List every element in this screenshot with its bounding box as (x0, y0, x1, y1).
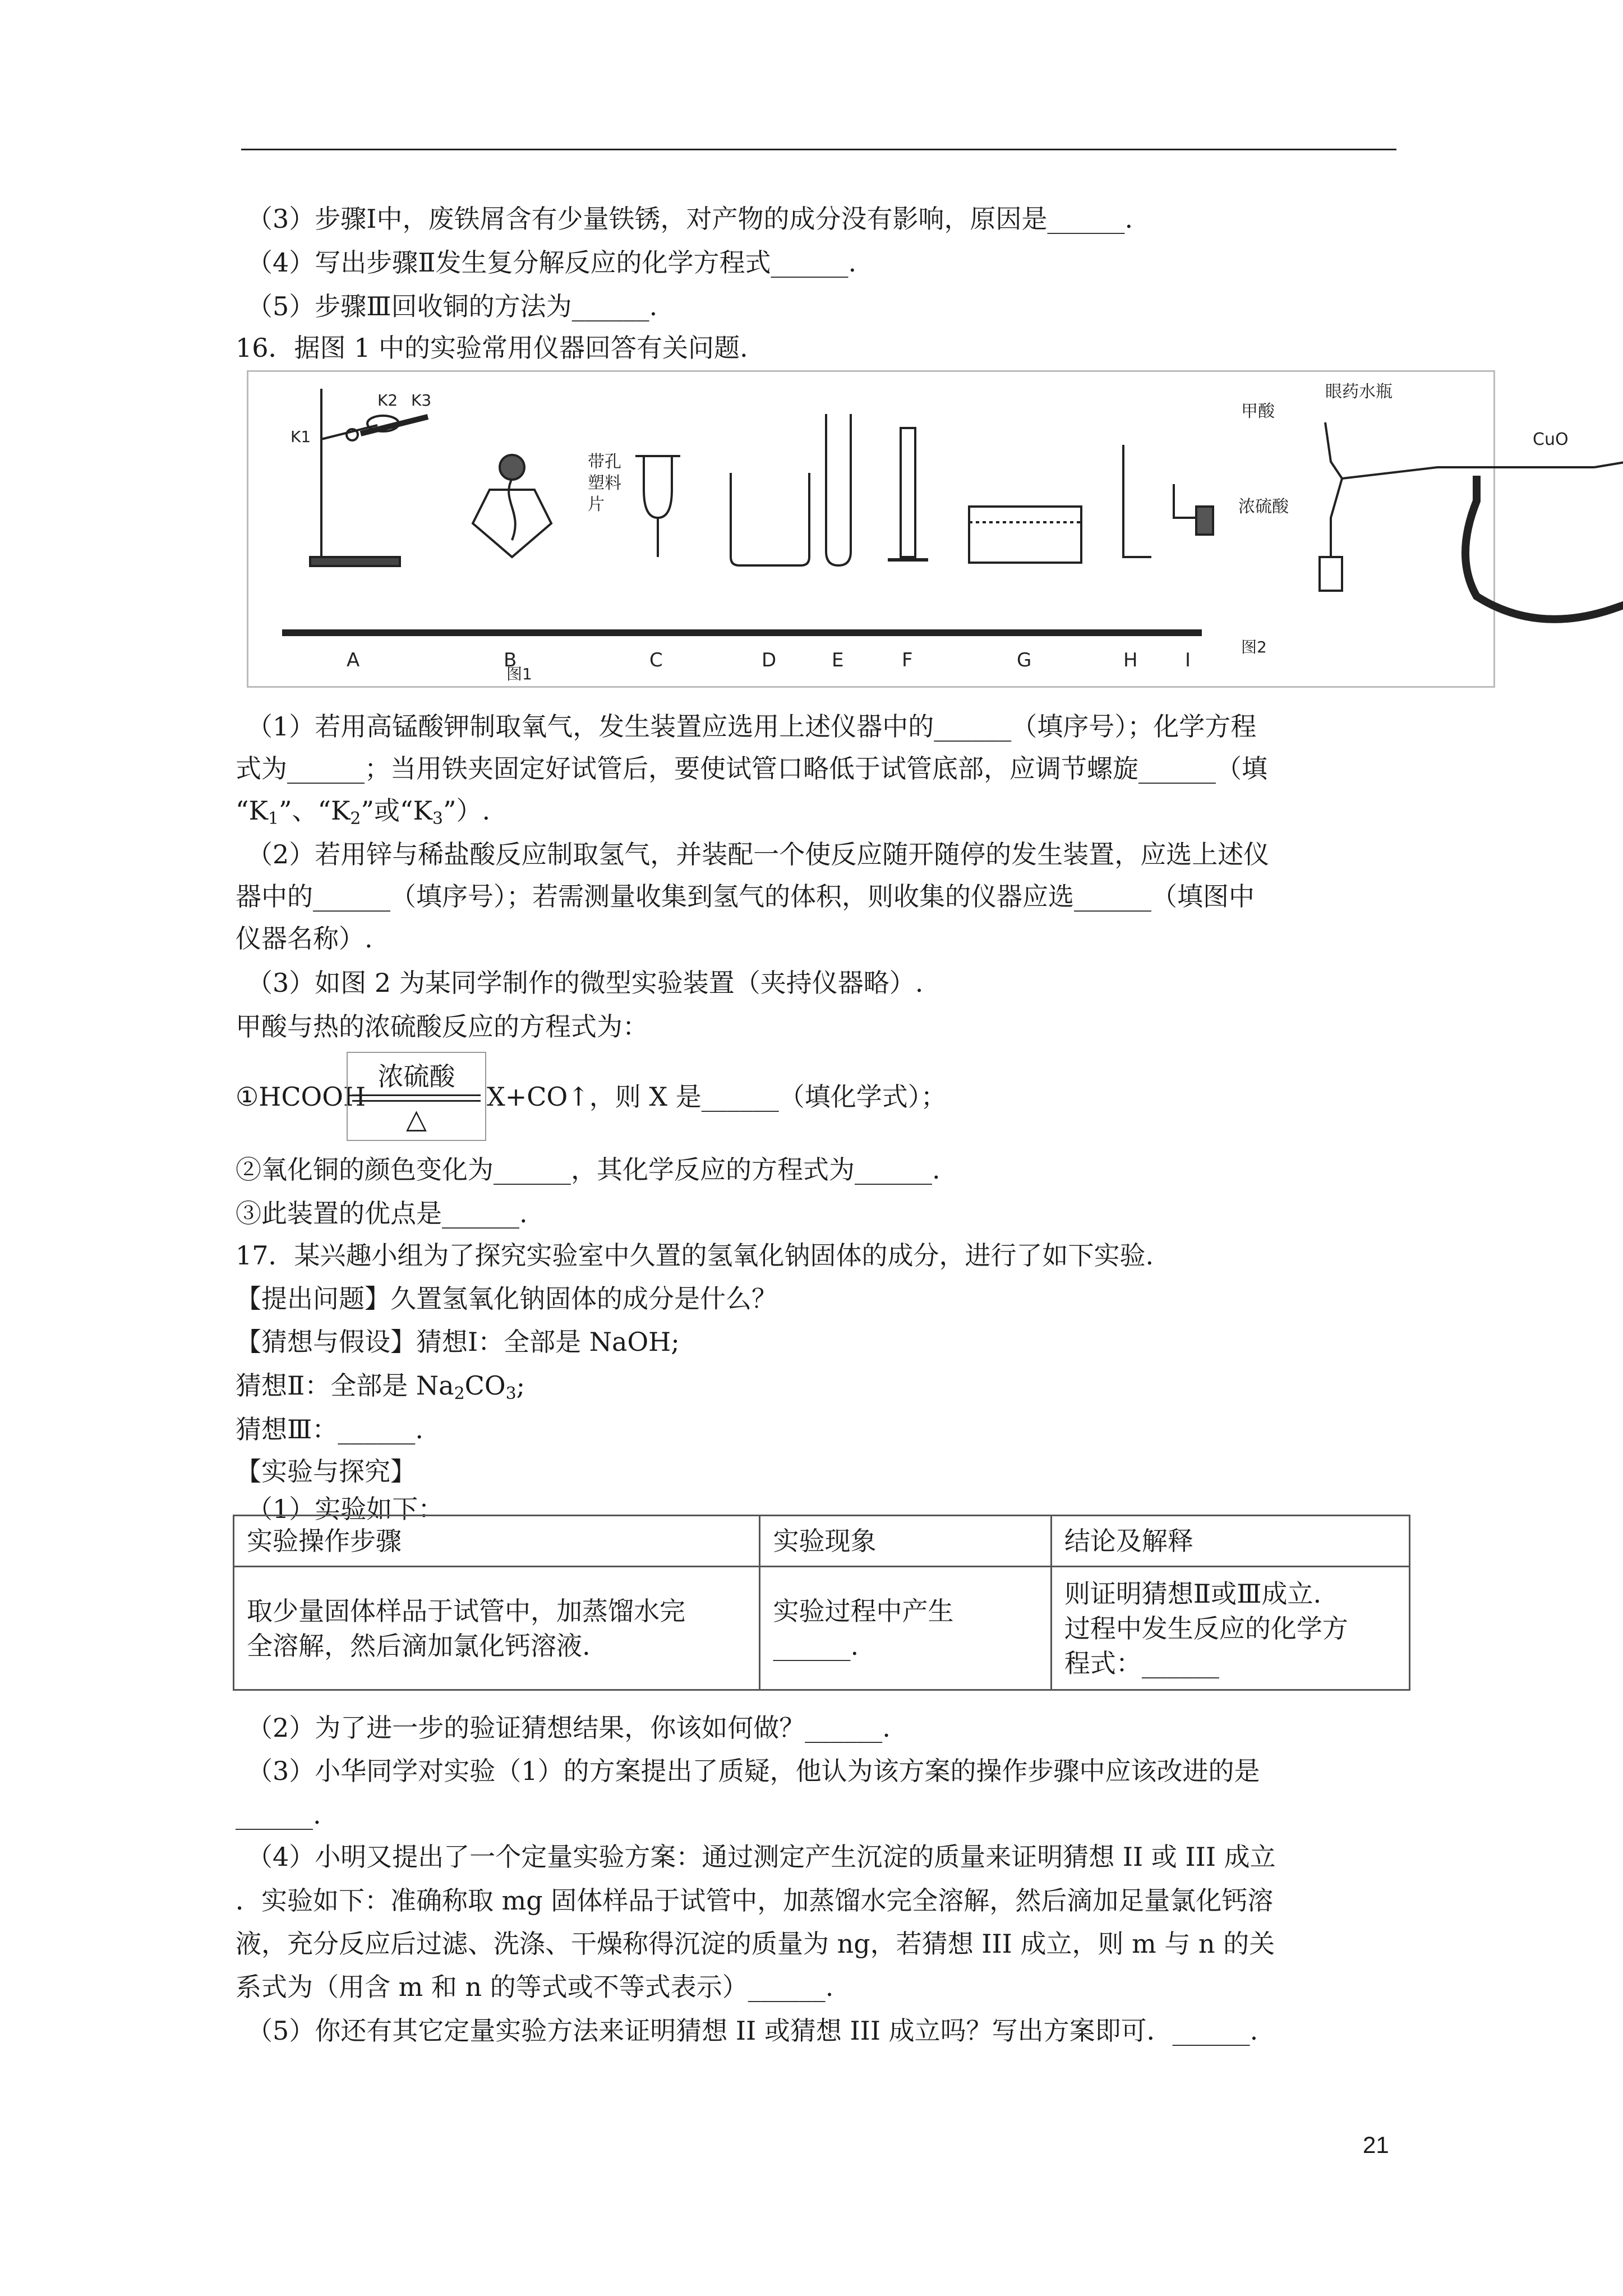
header-rule (241, 149, 1396, 150)
q17-part4-line2: ．实验如下：准确称取 mg 固体样品于试管中，加蒸馏水完全溶解，然后滴加足量氯化钙溶 (236, 1885, 1274, 1916)
cylinder (901, 428, 915, 557)
q17-part4-line1: （4）小明又提出了一个定量实验方案：通过测定产生沉淀的质量来证明猜想 II 或 III 成立 (247, 1842, 1276, 1872)
reaction-condition (347, 1052, 486, 1141)
q17-part3-line1: （3）小华同学对实验（1）的方案提出了质疑，他认为该方案的操作步骤中应该改进的是 (247, 1756, 1260, 1786)
sulfuric-bottle (1320, 557, 1342, 591)
q16-1-line2: 式为______；当用铁夹固定好试管后，要使试管口略低于试管底部，应调节螺旋______（填 (236, 753, 1267, 784)
cell-conclusion: 则证明猜想Ⅱ或Ⅲ成立. 过程中发生反应的化学方 程式：______ (1051, 1567, 1409, 1690)
q16-title: 16．据图 1 中的实验常用仪器回答有关问题. (236, 333, 748, 363)
label-plastic-1: 带孔 (588, 452, 621, 472)
q17-part2: （2）为了进一步的验证猜想结果，你该如何做？______. (247, 1713, 891, 1743)
q17-hypothesis-3: 猜想Ⅲ：______. (236, 1414, 423, 1444)
label-g: G (1017, 649, 1032, 671)
label-d: D (762, 649, 777, 671)
q16-2-line2: 器中的______（填序号）；若需测量收集到氢气的体积，则收集的仪器应选______（填图中 (236, 881, 1255, 912)
table-row (234, 1567, 1410, 1690)
q15-part5: （5）步骤Ⅲ回收铜的方法为______. (247, 291, 658, 321)
label-k3: K3 (411, 391, 432, 409)
q17-problem: 【提出问题】久置氢氧化钠固体的成分是什么？ (236, 1283, 777, 1314)
limewater-tube (1594, 462, 1623, 473)
label-i: I (1185, 649, 1191, 671)
label-a: A (347, 649, 360, 671)
test-tube (826, 414, 851, 565)
q16-3-line2: 甲酸与热的浓硫酸反应的方程式为： (236, 1011, 648, 1042)
rubber-tubing (1465, 467, 1623, 619)
fig2-caption: 图2 (1241, 638, 1267, 656)
header-operation: 实验操作步骤 (234, 1516, 760, 1567)
label-h: H (1123, 649, 1138, 671)
q17-part5: （5）你还有其它定量实验方法来证明猜想 II 或猜想 III 成立吗？写出方案即可．______. (247, 2016, 1258, 2046)
label-e: E (832, 649, 844, 671)
q17-hypothesis-1: 【猜想与假设】猜想Ⅰ：全部是 NaOH; (236, 1327, 680, 1357)
trough (969, 507, 1081, 563)
stopper (1196, 507, 1213, 535)
label-k2: K2 (377, 391, 398, 409)
label-c: C (649, 649, 663, 671)
label-plastic-2: 塑料 (588, 473, 621, 493)
stand-base (310, 557, 400, 566)
condition-bottom: △ (406, 1103, 427, 1135)
cell-operation: 取少量固体样品于试管中，加蒸馏水完 全溶解，然后滴加氯化钙溶液. (234, 1567, 760, 1690)
lamp-cap (500, 455, 524, 480)
lamp-body (473, 490, 551, 557)
label-plastic-3: 片 (588, 495, 605, 514)
y-tube-main (1342, 467, 1437, 478)
apparatus-drawing (248, 372, 1569, 686)
dry-tube (644, 456, 672, 518)
q16-2-line3: 仪器名称）. (236, 923, 373, 954)
table-header-row (234, 1516, 1410, 1567)
label-sulfuric: 浓硫酸 (1238, 497, 1289, 517)
condition-top: 浓硫酸 (377, 1061, 455, 1092)
q16-2-line1: （2）若用锌与稀盐酸反应制取氢气，并装配一个使反应随开随停的发生装置，应选上述仪 (247, 839, 1270, 869)
q15-part3: （3）步骤Ⅰ中，废铁屑含有少量铁锈，对产物的成分没有影响，原因是______. (247, 204, 1133, 234)
q16-3-line1: （3）如图 2 为某同学制作的微型实验装置（夹持仪器略）. (247, 968, 924, 998)
q17-part4-line4: 系式为（用含 m 和 n 的等式或不等式表示）______. (236, 1972, 834, 2002)
q16-1-line1: （1）若用高锰酸钾制取氧气，发生装置应选用上述仪器中的______（填序号）；化学方程 (247, 711, 1257, 742)
figure-labels (291, 382, 1623, 683)
q16-1-line3: “$K_1$”、“$K_2$”或“$K_3$”）. (236, 795, 491, 829)
beaker (731, 473, 809, 565)
y-tube-left (1325, 422, 1342, 478)
q16-3-eq-right: X+CO↑，则 X 是______（填化学式）； (487, 1082, 947, 1112)
header-phenomenon: 实验现象 (760, 1516, 1051, 1567)
q16-3-part2: ②氧化铜的颜色变化为______，其化学反应的方程式为______. (236, 1154, 940, 1185)
label-b: B (504, 649, 517, 671)
y-tube-down (1331, 478, 1342, 557)
label-k1: K1 (291, 427, 311, 446)
label-formic: 甲酸 (1241, 402, 1275, 421)
cell-phenomenon: 实验过程中产生 ______. (760, 1567, 1051, 1690)
page-number: 21 (1363, 2132, 1389, 2158)
q16-3-part3: ③此装置的优点是______. (236, 1198, 528, 1228)
q17-title: 17．某兴趣小组为了探究实验室中久置的氢氧化钠固体的成分，进行了如下实验. (236, 1240, 1154, 1271)
fig1-caption: 图1 (506, 665, 532, 683)
experiment-table (233, 1515, 1410, 1691)
apparatus-figure (247, 370, 1569, 688)
q17-part4-line3: 液，充分反应后过滤、洗涤、干燥称得沉淀的质量为 ng，若猜想 III 成立，则 m 与 n 的关 (236, 1929, 1275, 1959)
q17-explore-heading: 【实验与探究】 (236, 1456, 416, 1487)
header-conclusion: 结论及解释 (1051, 1516, 1409, 1567)
q15-part4: （4）写出步骤Ⅱ发生复分解反应的化学方程式______. (247, 247, 857, 278)
lamp-wick (509, 478, 515, 540)
label-cuo: CuO (1533, 430, 1569, 449)
q17-part3-line2: ______. (236, 1800, 321, 1830)
label-dropper: 眼药水瓶 (1325, 382, 1393, 402)
bent-tube (1123, 445, 1151, 557)
q17-hypothesis-2: 猜想Ⅱ：全部是 $Na_2CO_3$; (236, 1370, 525, 1404)
q16-3-eq-left: ①HCOOH (236, 1082, 366, 1112)
label-f: F (902, 649, 913, 671)
q17-part1: （1）实验如下： (247, 1494, 444, 1524)
